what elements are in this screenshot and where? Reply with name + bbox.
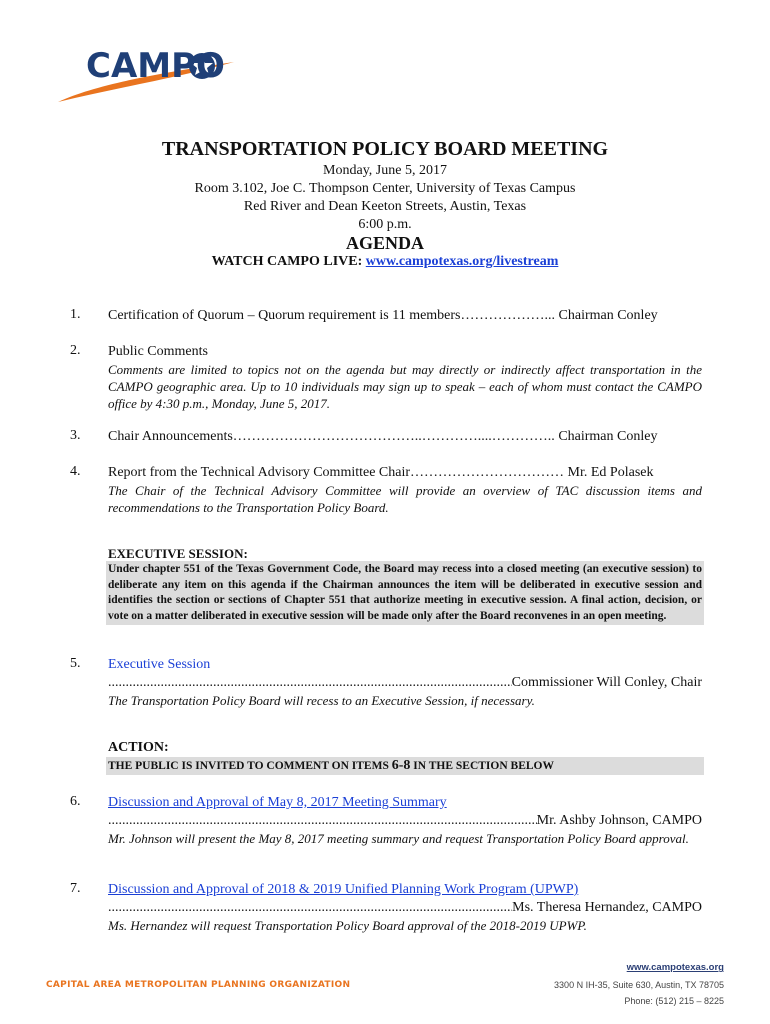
executive-session-notice: Under chapter 551 of the Texas Government Code, the Board may recess into a closed meeting (an executive session) to deliberate any item on this agenda if the Chairman announces the item will be deliberated in executive session and identifies the section or sections of Chapter 551 that authorize meeting in executive session. A final action, decision, or vote on a matter deliberated in executive session will be made only after the Board reconvenes in an open meeting. (106, 561, 704, 625)
footer-website-link[interactable]: www.campotexas.org (626, 962, 724, 973)
campo-logo (56, 44, 236, 106)
meeting-summary-link[interactable]: Discussion and Approval of May 8, 2017 Meeting Summary (108, 795, 447, 810)
watch-live-line (0, 254, 770, 270)
item-number: 2. (70, 343, 81, 358)
item-title-line (108, 428, 702, 446)
logo-text: CAMPO (86, 46, 225, 86)
item-title: Certification of Quorum – Quorum requirement is 11 members………………... (108, 308, 556, 323)
item-number: 1. (70, 307, 81, 322)
meeting-streets: Red River and Dean Keeton Streets, Austin, Texas (243, 199, 527, 214)
item-presenter: Mr. Ashby Johnson, CAMPO (536, 813, 702, 828)
leader-dots (108, 812, 537, 830)
watch-live-label: WATCH CAMPO LIVE: (211, 254, 363, 269)
item-description: Comments are limited to topics not on the agenda but may directly or indirectly affect transportation in the CAMPO geographic area. Up to 10 individuals may sign up to speak – each of whom must contact the CAMPO office by 4:30 p.m., Monday, June 5, 2017. (108, 362, 702, 411)
meeting-date: Monday, June 5, 2017 (323, 163, 447, 178)
item-title (108, 794, 702, 812)
item-number: 5. (70, 656, 81, 671)
item-description: The Transportation Policy Board will recess to an Executive Session, if necessary. (108, 693, 535, 708)
item-number: 4. (70, 464, 81, 479)
upwp-link[interactable]: Discussion and Approval of 2018 & 2019 Unified Planning Work Program (UPWP) (108, 882, 579, 897)
item-number: 3. (70, 428, 81, 443)
item-presenter-line (108, 812, 702, 830)
item-title: Report from the Technical Advisory Committee Chair…………………………… (108, 465, 565, 480)
item-presenter-line (108, 674, 702, 692)
item-presenter: Mr. Ed Polasek (567, 465, 654, 480)
item-title-line (108, 464, 702, 482)
item-title (108, 881, 702, 899)
meeting-room: Room 3.102, Joe C. Thompson Center, University of Texas Campus (194, 181, 576, 196)
item-description: Ms. Hernandez will request Transportation Policy Board approval of the 2018-2019 UPWP. (108, 918, 587, 933)
item-presenter-line (108, 899, 702, 917)
item-title: Public Comments (108, 344, 208, 359)
footer-phone: Phone: (512) 215 – 8225 (624, 996, 724, 1006)
meeting-time: 6:00 p.m. (358, 217, 412, 232)
leader-dots (108, 674, 512, 692)
action-heading: ACTION: (108, 740, 169, 755)
item-number: 6. (70, 794, 81, 809)
footer-organization: CAPITAL AREA METROPOLITAN PLANNING ORGANIZATION (46, 980, 351, 990)
item-presenter: Chairman Conley (558, 308, 658, 323)
item-presenter: Chairman Conley (558, 429, 658, 444)
item-title (108, 656, 702, 674)
item-number: 7. (70, 881, 81, 896)
leader-dots (108, 899, 512, 917)
footer-address: 3300 N IH-35, Suite 630, Austin, TX 78705 (554, 980, 724, 990)
action-notice: THE PUBLIC IS INVITED TO COMMENT ON ITEMS 6-8 IN THE SECTION BELOW (106, 757, 704, 775)
item-presenter: Commissioner Will Conley, Chair (511, 675, 702, 690)
agenda-heading: AGENDA (345, 233, 424, 253)
livestream-link[interactable]: www.campotexas.org/livestream (365, 254, 559, 269)
item-description: The Chair of the Technical Advisory Committee will provide an overview of TAC discussion items and recommendations to the Transportation Policy Board. (108, 483, 702, 515)
executive-session-heading: EXECUTIVE SESSION: (108, 546, 248, 561)
executive-session-link[interactable]: Executive Session (108, 657, 211, 672)
item-description: Mr. Johnson will present the May 8, 2017 meeting summary and request Transportation Policy Board approval. (108, 831, 689, 846)
item-presenter: Ms. Theresa Hernandez, CAMPO (512, 900, 702, 915)
page-title: TRANSPORTATION POLICY BOARD MEETING (161, 138, 609, 160)
item-title: Chair Announcements…………………………………..…………....………….. (108, 429, 555, 444)
item-title-line (108, 307, 702, 325)
